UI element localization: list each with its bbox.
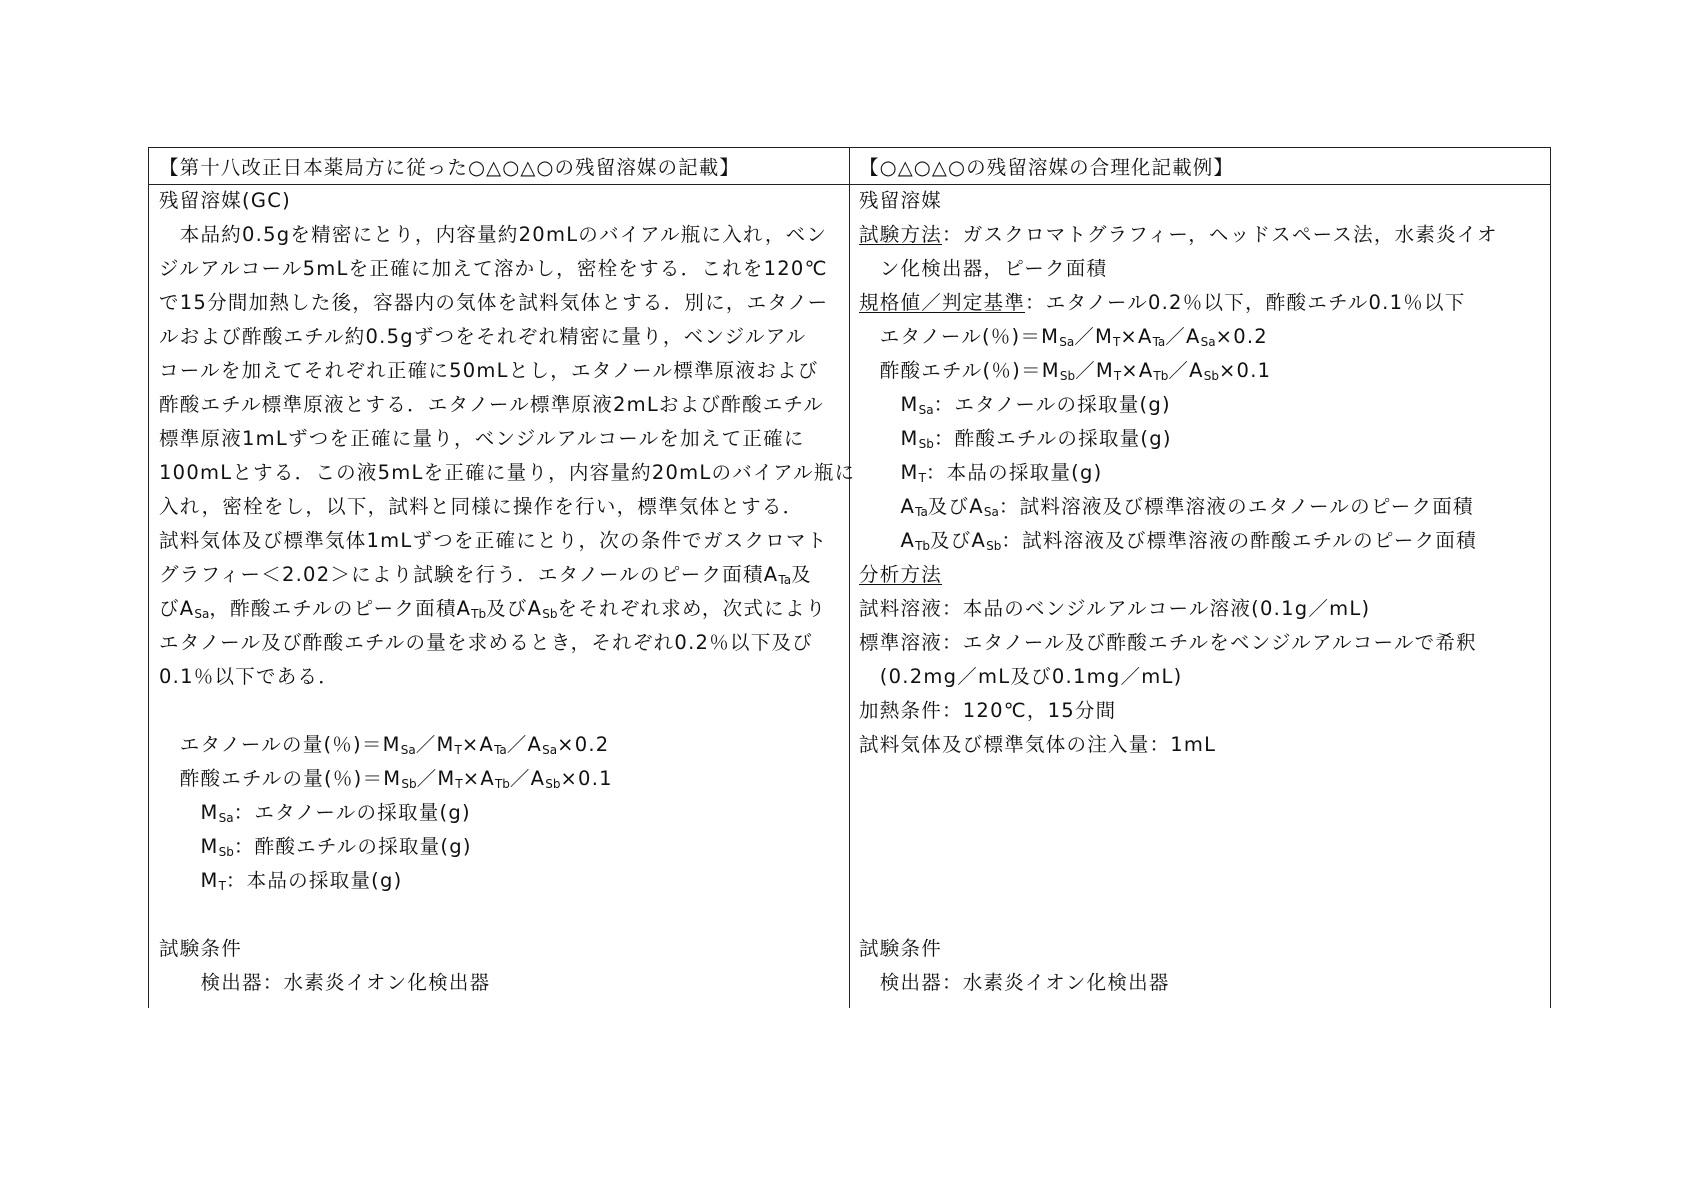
text-line xyxy=(859,660,1498,694)
text-segment: ／A xyxy=(509,767,546,790)
text-segment: ルおよび酢酸エチル約0.5gずつをそれぞれ精密に量り，ベンジルアル xyxy=(159,325,807,348)
subscript: Sa xyxy=(1200,335,1216,349)
text-line xyxy=(159,252,855,286)
text-segment: ／A xyxy=(506,733,543,756)
text-segment: ×A xyxy=(1120,325,1153,348)
text-segment: 加熱条件：120℃，15分間 xyxy=(859,699,1117,722)
text-line xyxy=(859,286,1498,320)
text-segment: ／M xyxy=(416,767,456,790)
underlined-heading: 分析方法 xyxy=(859,563,943,586)
subscript: Sa xyxy=(918,403,934,417)
text-segment: 残留溶媒 xyxy=(859,189,943,212)
text-segment: M xyxy=(859,393,919,416)
text-segment: びA xyxy=(159,597,195,620)
text-line xyxy=(159,728,855,762)
text-line xyxy=(159,456,855,490)
text-line xyxy=(859,184,1498,218)
text-segment: 試験条件 xyxy=(159,937,243,960)
text-segment: M xyxy=(159,869,219,892)
text-segment: ，酢酸エチルのピーク面積A xyxy=(209,597,472,620)
text-segment: ×0.1 xyxy=(1218,359,1272,382)
text-line xyxy=(159,830,855,864)
text-segment: ン化検出器，ピーク面積 xyxy=(859,257,1108,280)
text-segment: 残留溶媒(GC) xyxy=(159,189,291,212)
subscript: Ta xyxy=(1152,335,1166,349)
text-line xyxy=(859,728,1498,762)
text-line xyxy=(859,422,1498,456)
text-line xyxy=(859,218,1498,252)
text-line xyxy=(159,592,855,626)
text-segment: ：試料溶液及び標準溶液の酢酸エチルのピーク面積 xyxy=(1001,529,1477,552)
text-segment: 入れ，密栓をし，以下，試料と同様に操作を行い，標準気体とする． xyxy=(159,495,804,518)
text-segment: ジルアルコール5mLを正確に加えて溶かし，密栓をする．これを120℃ xyxy=(159,257,828,280)
text-segment: ×0.1 xyxy=(560,767,613,790)
text-segment: 検出器：水素炎イオン化検出器 xyxy=(159,971,491,994)
text-line xyxy=(859,694,1498,728)
text-line xyxy=(159,694,855,728)
text-segment: グラフィー＜2.02＞により試験を行う．エタノールのピーク面積A xyxy=(159,563,779,586)
subscript: T xyxy=(455,777,463,791)
text-segment: 標準溶液：エタノール及び酢酸エチルをベンジルアルコールで希釈 xyxy=(859,631,1477,654)
text-line xyxy=(859,320,1498,354)
text-segment: ×A xyxy=(1121,359,1154,382)
subscript: Sa xyxy=(542,743,558,757)
text-line xyxy=(159,388,855,422)
subscript: Tb xyxy=(494,777,510,791)
text-line xyxy=(859,966,1498,1000)
text-segment: M xyxy=(159,801,219,824)
text-line xyxy=(859,626,1498,660)
text-line xyxy=(859,524,1498,558)
text-line xyxy=(859,354,1498,388)
subscript: Tb xyxy=(1153,369,1169,383)
text-segment: ×0.2 xyxy=(557,733,610,756)
underlined-heading: 規格値／判定基準 xyxy=(859,291,1026,314)
text-segment: ：酢酸エチルの採取量(g) xyxy=(233,835,472,858)
text-line xyxy=(159,558,855,592)
subscript: Ta xyxy=(778,573,792,587)
subscript: Tb xyxy=(471,607,487,621)
subscript: Ta xyxy=(494,743,507,757)
text-segment: 試料溶液：本品のベンジルアルコール溶液(0.1g／mL) xyxy=(859,597,1371,620)
text-segment: ：本品の採取量(g) xyxy=(925,461,1103,484)
subscript: Sb xyxy=(401,777,417,791)
text-line xyxy=(159,218,855,252)
text-segment: 本品約0.5gを精密にとり，内容量約20mLのバイアル瓶に入れ，ベン xyxy=(159,223,828,246)
text-line xyxy=(859,796,1498,830)
subscript: Sa xyxy=(218,811,234,825)
text-segment: 酢酸エチル標準原液とする．エタノール標準原液2mLおよび酢酸エチル xyxy=(159,393,825,416)
text-segment: M xyxy=(859,461,919,484)
text-line xyxy=(859,252,1498,286)
text-segment: 100mLとする．この液5mLを正確に量り，内容量約20mLのバイアル瓶に xyxy=(159,461,856,484)
text-line xyxy=(159,524,855,558)
text-segment: ／M xyxy=(1075,359,1114,382)
text-segment: ／M xyxy=(415,733,455,756)
text-line xyxy=(859,592,1498,626)
text-segment: ：エタノールの採取量(g) xyxy=(233,801,471,824)
subscript: Sb xyxy=(1059,369,1076,383)
text-segment: ：エタノールの採取量(g) xyxy=(933,393,1171,416)
text-segment: 及びA xyxy=(930,529,987,552)
text-segment: ×0.2 xyxy=(1215,325,1268,348)
subscript: Sa xyxy=(400,743,416,757)
text-segment: 及 xyxy=(791,563,812,586)
text-line xyxy=(159,490,855,524)
text-line xyxy=(159,966,855,1000)
text-segment: で15分間加熱した後，容器内の気体を試料気体とする．別に，エタノー xyxy=(159,291,829,314)
text-segment: ／M xyxy=(1074,325,1114,348)
text-line xyxy=(859,932,1498,966)
text-line xyxy=(859,490,1498,524)
text-segment: 試料気体及び標準気体1mLずつを正確にとり，次の条件でガスクロマト xyxy=(159,529,828,552)
text-line xyxy=(159,354,855,388)
text-segment: ／A xyxy=(1168,359,1204,382)
text-segment: ：酢酸エチルの採取量(g) xyxy=(933,427,1172,450)
text-segment: エタノール(％)＝M xyxy=(859,325,1060,348)
text-segment: 検出器：水素炎イオン化検出器 xyxy=(859,971,1170,994)
text-segment: ：本品の採取量(g) xyxy=(225,869,403,892)
text-line xyxy=(159,660,855,694)
text-line xyxy=(159,184,855,218)
text-segment: ：エタノール0.2％以下，酢酸エチル0.1％以下 xyxy=(1025,291,1466,314)
subscript: T xyxy=(454,743,462,757)
left-column-title: 【第十八改正日本薬局方に従った○△○△○の残留溶媒の記載】 xyxy=(159,156,740,179)
text-line xyxy=(159,626,855,660)
subscript: Sa xyxy=(983,505,999,519)
text-segment: 酢酸エチルの量(％)＝M xyxy=(159,767,402,790)
subscript: Ta xyxy=(915,505,928,519)
text-segment: エタノールの量(％)＝M xyxy=(159,733,401,756)
text-line xyxy=(159,762,855,796)
subscript: Sb xyxy=(542,607,558,621)
text-segment: 試料気体及び標準気体の注入量：1mL xyxy=(859,733,1217,756)
text-segment: M xyxy=(859,427,919,450)
right-column-title: 【○△○△○の残留溶媒の合理化記載例】 xyxy=(859,156,1234,179)
text-segment: (0.2mg／mL及び0.1mg／mL) xyxy=(859,665,1183,688)
subscript: Sb xyxy=(918,437,934,451)
text-segment: 試験条件 xyxy=(859,937,943,960)
text-segment: 酢酸エチル(％)＝M xyxy=(859,359,1060,382)
text-segment: 及びA xyxy=(927,495,984,518)
text-segment: エタノール及び酢酸エチルの量を求めるとき，それぞれ0.2％以下及び xyxy=(159,631,813,654)
text-line xyxy=(859,456,1498,490)
text-line xyxy=(159,320,855,354)
text-line xyxy=(159,898,855,932)
text-segment: 標準原液1mLずつを正確に量り，ベンジルアルコールを加えて正確に xyxy=(159,427,805,450)
text-segment: ：ガスクロマトグラフィー，ヘッドスペース法，水素炎イオ xyxy=(942,223,1498,246)
text-line xyxy=(159,286,855,320)
text-segment: M xyxy=(159,835,219,858)
text-line xyxy=(859,762,1498,796)
subscript: Sa xyxy=(1059,335,1075,349)
text-line xyxy=(159,796,855,830)
text-segment: ／A xyxy=(1165,325,1201,348)
text-segment: ：試料溶液及び標準溶液のエタノールのピーク面積 xyxy=(998,495,1474,518)
subscript: T xyxy=(218,879,226,893)
subscript: T xyxy=(918,471,926,485)
left-column-body xyxy=(159,184,855,1000)
text-line xyxy=(859,830,1498,864)
subscript: Sa xyxy=(194,607,210,621)
text-segment: をそれぞれ求め，次式により xyxy=(557,597,827,620)
subscript: T xyxy=(1113,369,1122,383)
text-line xyxy=(859,388,1498,422)
text-segment: 及びA xyxy=(486,597,543,620)
text-segment: コールを加えてそれぞれ正確に50mLとし，エタノール標準原液および xyxy=(159,359,819,382)
text-line xyxy=(159,422,855,456)
text-line xyxy=(159,864,855,898)
text-line xyxy=(859,558,1498,592)
subscript: Sb xyxy=(218,845,234,859)
text-segment: A xyxy=(859,529,916,552)
text-line xyxy=(159,932,855,966)
text-line xyxy=(859,864,1498,898)
text-segment: ×A xyxy=(461,733,495,756)
subscript: Sb xyxy=(545,777,561,791)
right-column-body xyxy=(859,184,1498,1000)
subscript: Tb xyxy=(915,539,931,553)
subscript: Sb xyxy=(986,539,1002,553)
text-segment: ×A xyxy=(462,767,495,790)
underlined-heading: 試験方法 xyxy=(859,223,943,246)
subscript: Sb xyxy=(1203,369,1219,383)
comparison-table xyxy=(148,147,1551,1008)
text-line xyxy=(859,898,1498,932)
text-segment: A xyxy=(859,495,916,518)
text-segment: 0.1％以下である． xyxy=(159,665,340,688)
subscript: T xyxy=(1113,335,1121,349)
